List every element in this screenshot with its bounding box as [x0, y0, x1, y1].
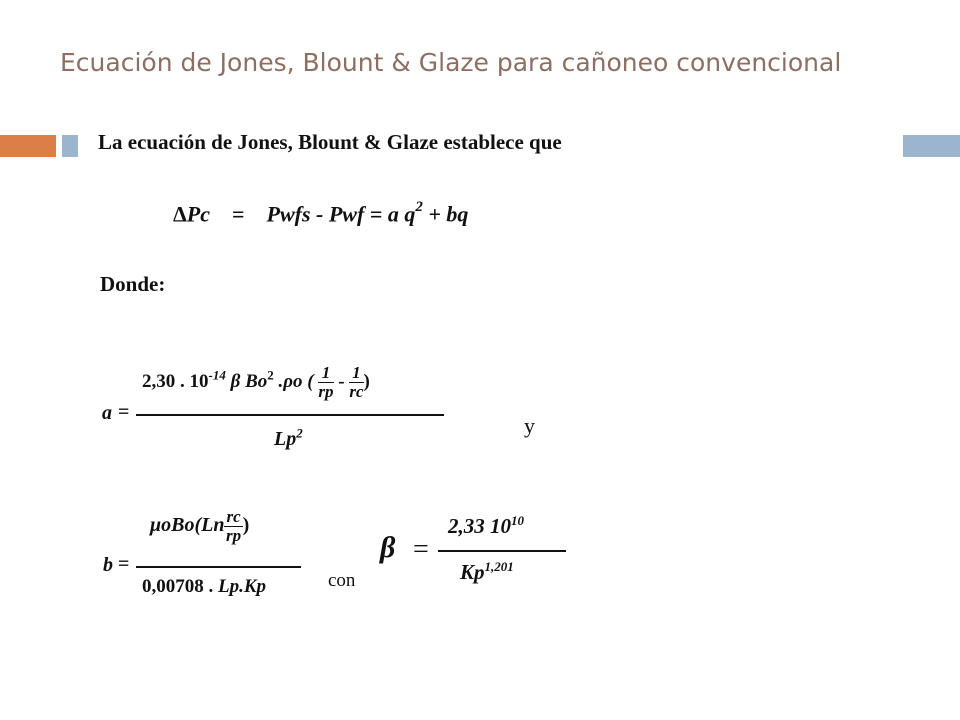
a-fraction-line	[136, 414, 444, 416]
slide-content	[98, 126, 598, 626]
accent-bar-orange	[0, 135, 56, 157]
b-fraction-rc-rp: $\frac{rc}{rp}$	[225, 507, 242, 545]
a-coef-exp: -14	[208, 367, 226, 383]
main-equation	[173, 201, 468, 227]
a-coef: 2,30 . 10	[142, 370, 209, 392]
a-equals: =	[118, 401, 130, 423]
main-eq-tail: + bq	[422, 201, 469, 227]
beta-numerator: 2,33 $10^{10}$	[448, 513, 524, 538]
a-minus: -	[333, 370, 350, 392]
a-variable: a	[102, 402, 112, 424]
a-fraction-rc: $\frac{1}{rc}$	[349, 363, 364, 401]
intro-text: La ecuación de Jones, Blount & Glaze establece que	[98, 130, 562, 154]
main-eq-lhs: Pc	[186, 201, 210, 227]
donde-label: Donde:	[100, 272, 166, 296]
main-eq-rhs: Pwfs - Pwf = a q	[266, 201, 416, 227]
accent-bar-blue-right	[903, 135, 960, 157]
main-eq-equals: =	[232, 201, 245, 227]
a-beta-bo: β Bo	[225, 370, 268, 392]
con-connector: con	[328, 570, 356, 591]
main-eq-exponent: 2	[415, 199, 423, 215]
b-fraction-line	[136, 566, 301, 568]
a-close-paren: )	[363, 370, 370, 392]
b-equals: =	[118, 553, 130, 575]
a-fraction-rp: $\frac{1}{rp}$	[318, 363, 334, 401]
slide-title: Ecuación de Jones, Blount & Glaze para cañoneo convencional	[60, 48, 842, 77]
beta-equals: =	[413, 534, 429, 565]
a-rho: .ρo (	[273, 370, 314, 392]
b-denominator: 0,00708 . Lp.Kp	[142, 576, 267, 597]
accent-bar-blue-left	[62, 135, 78, 157]
beta-symbol: β	[380, 531, 396, 564]
y-connector: y	[524, 413, 535, 438]
b-variable: b	[103, 554, 113, 576]
beta-denominator: Kp$^{1,201}$	[460, 559, 514, 584]
b-numerator: μoBo(Ln $\frac{rc}{rp}$ )	[150, 507, 250, 545]
beta-fraction-line	[438, 550, 566, 552]
a-denominator: Lp$^2$	[274, 425, 303, 450]
a-numerator	[142, 364, 370, 401]
delta-symbol: Δ	[173, 201, 187, 227]
a-bo-exp: 2	[267, 367, 274, 383]
